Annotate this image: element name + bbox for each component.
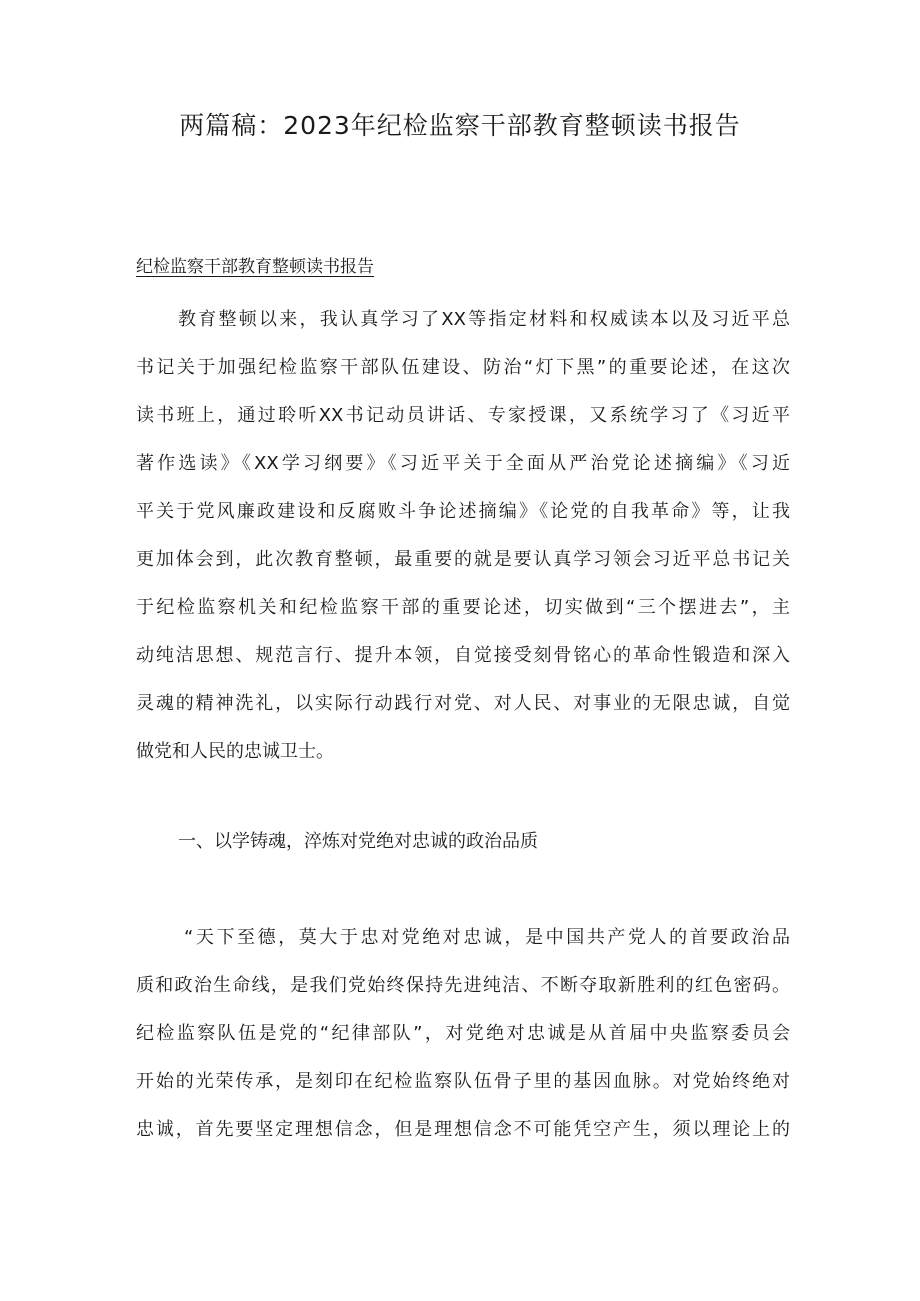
- paragraph-line: 教育整顿以来，我认真学习了XX等指定材料和权威读本以及习近平总: [178, 309, 790, 330]
- paragraph-line: 于纪检监察机关和纪检监察干部的重要论述，切实做到“三个摆进去”，主: [136, 597, 790, 618]
- intro-paragraph: [136, 296, 790, 776]
- paragraph-line: 开始的光荣传承，是刻印在纪检监察队伍骨子里的基因血脉。对党始终绝对: [136, 1071, 790, 1092]
- section-heading: 一、以学铸魂，淬炼对党绝对忠诚的政治品质: [178, 831, 538, 852]
- document-title: 两篇稿：2023年纪检监察干部教育整顿读书报告: [179, 111, 741, 140]
- paragraph-line: “天下至德，莫大于忠对党绝对忠诚，是中国共产党人的首要政治品: [184, 927, 790, 948]
- paragraph-line: 动纯洁思想、规范言行、提升本领，自觉接受刻骨铭心的革命性锻造和深入: [136, 645, 790, 666]
- paragraph-line: 忠诚，首先要坚定理想信念，但是理想信念不可能凭空产生，须以理论上的: [136, 1119, 790, 1140]
- section-paragraph: [136, 914, 790, 1154]
- paragraph-line: 质和政治生命线，是我们党始终保持先进纯洁、不断夺取新胜利的红色密码。: [136, 975, 790, 996]
- paragraph-line: 读书班上，通过聆听XX书记动员讲话、专家授课，又系统学习了《习近平: [136, 405, 790, 426]
- paragraph-line: 著作选读》《XX学习纲要》《习近平关于全面从严治党论述摘编》《习近: [136, 453, 790, 474]
- paragraph-line: 纪检监察队伍是党的“纪律部队”，对党绝对忠诚是从首届中央监察委员会: [136, 1023, 790, 1044]
- paragraph-line: 平关于党风廉政建设和反腐败斗争论述摘编》《论党的自我革命》等，让我: [136, 501, 790, 522]
- paragraph-line: 灵魂的精神洗礼，以实际行动践行对党、对人民、对事业的无限忠诚，自觉: [136, 693, 790, 714]
- paragraph-line: 做党和人民的忠诚卫士。: [136, 741, 334, 762]
- report-subtitle: 纪检监察干部教育整顿读书报告: [136, 257, 374, 277]
- paragraph-line: 书记关于加强纪检监察干部队伍建设、防治“灯下黑”的重要论述，在这次: [136, 357, 790, 378]
- paragraph-line: 更加体会到，此次教育整顿，最重要的就是要认真学习领会习近平总书记关: [136, 549, 790, 570]
